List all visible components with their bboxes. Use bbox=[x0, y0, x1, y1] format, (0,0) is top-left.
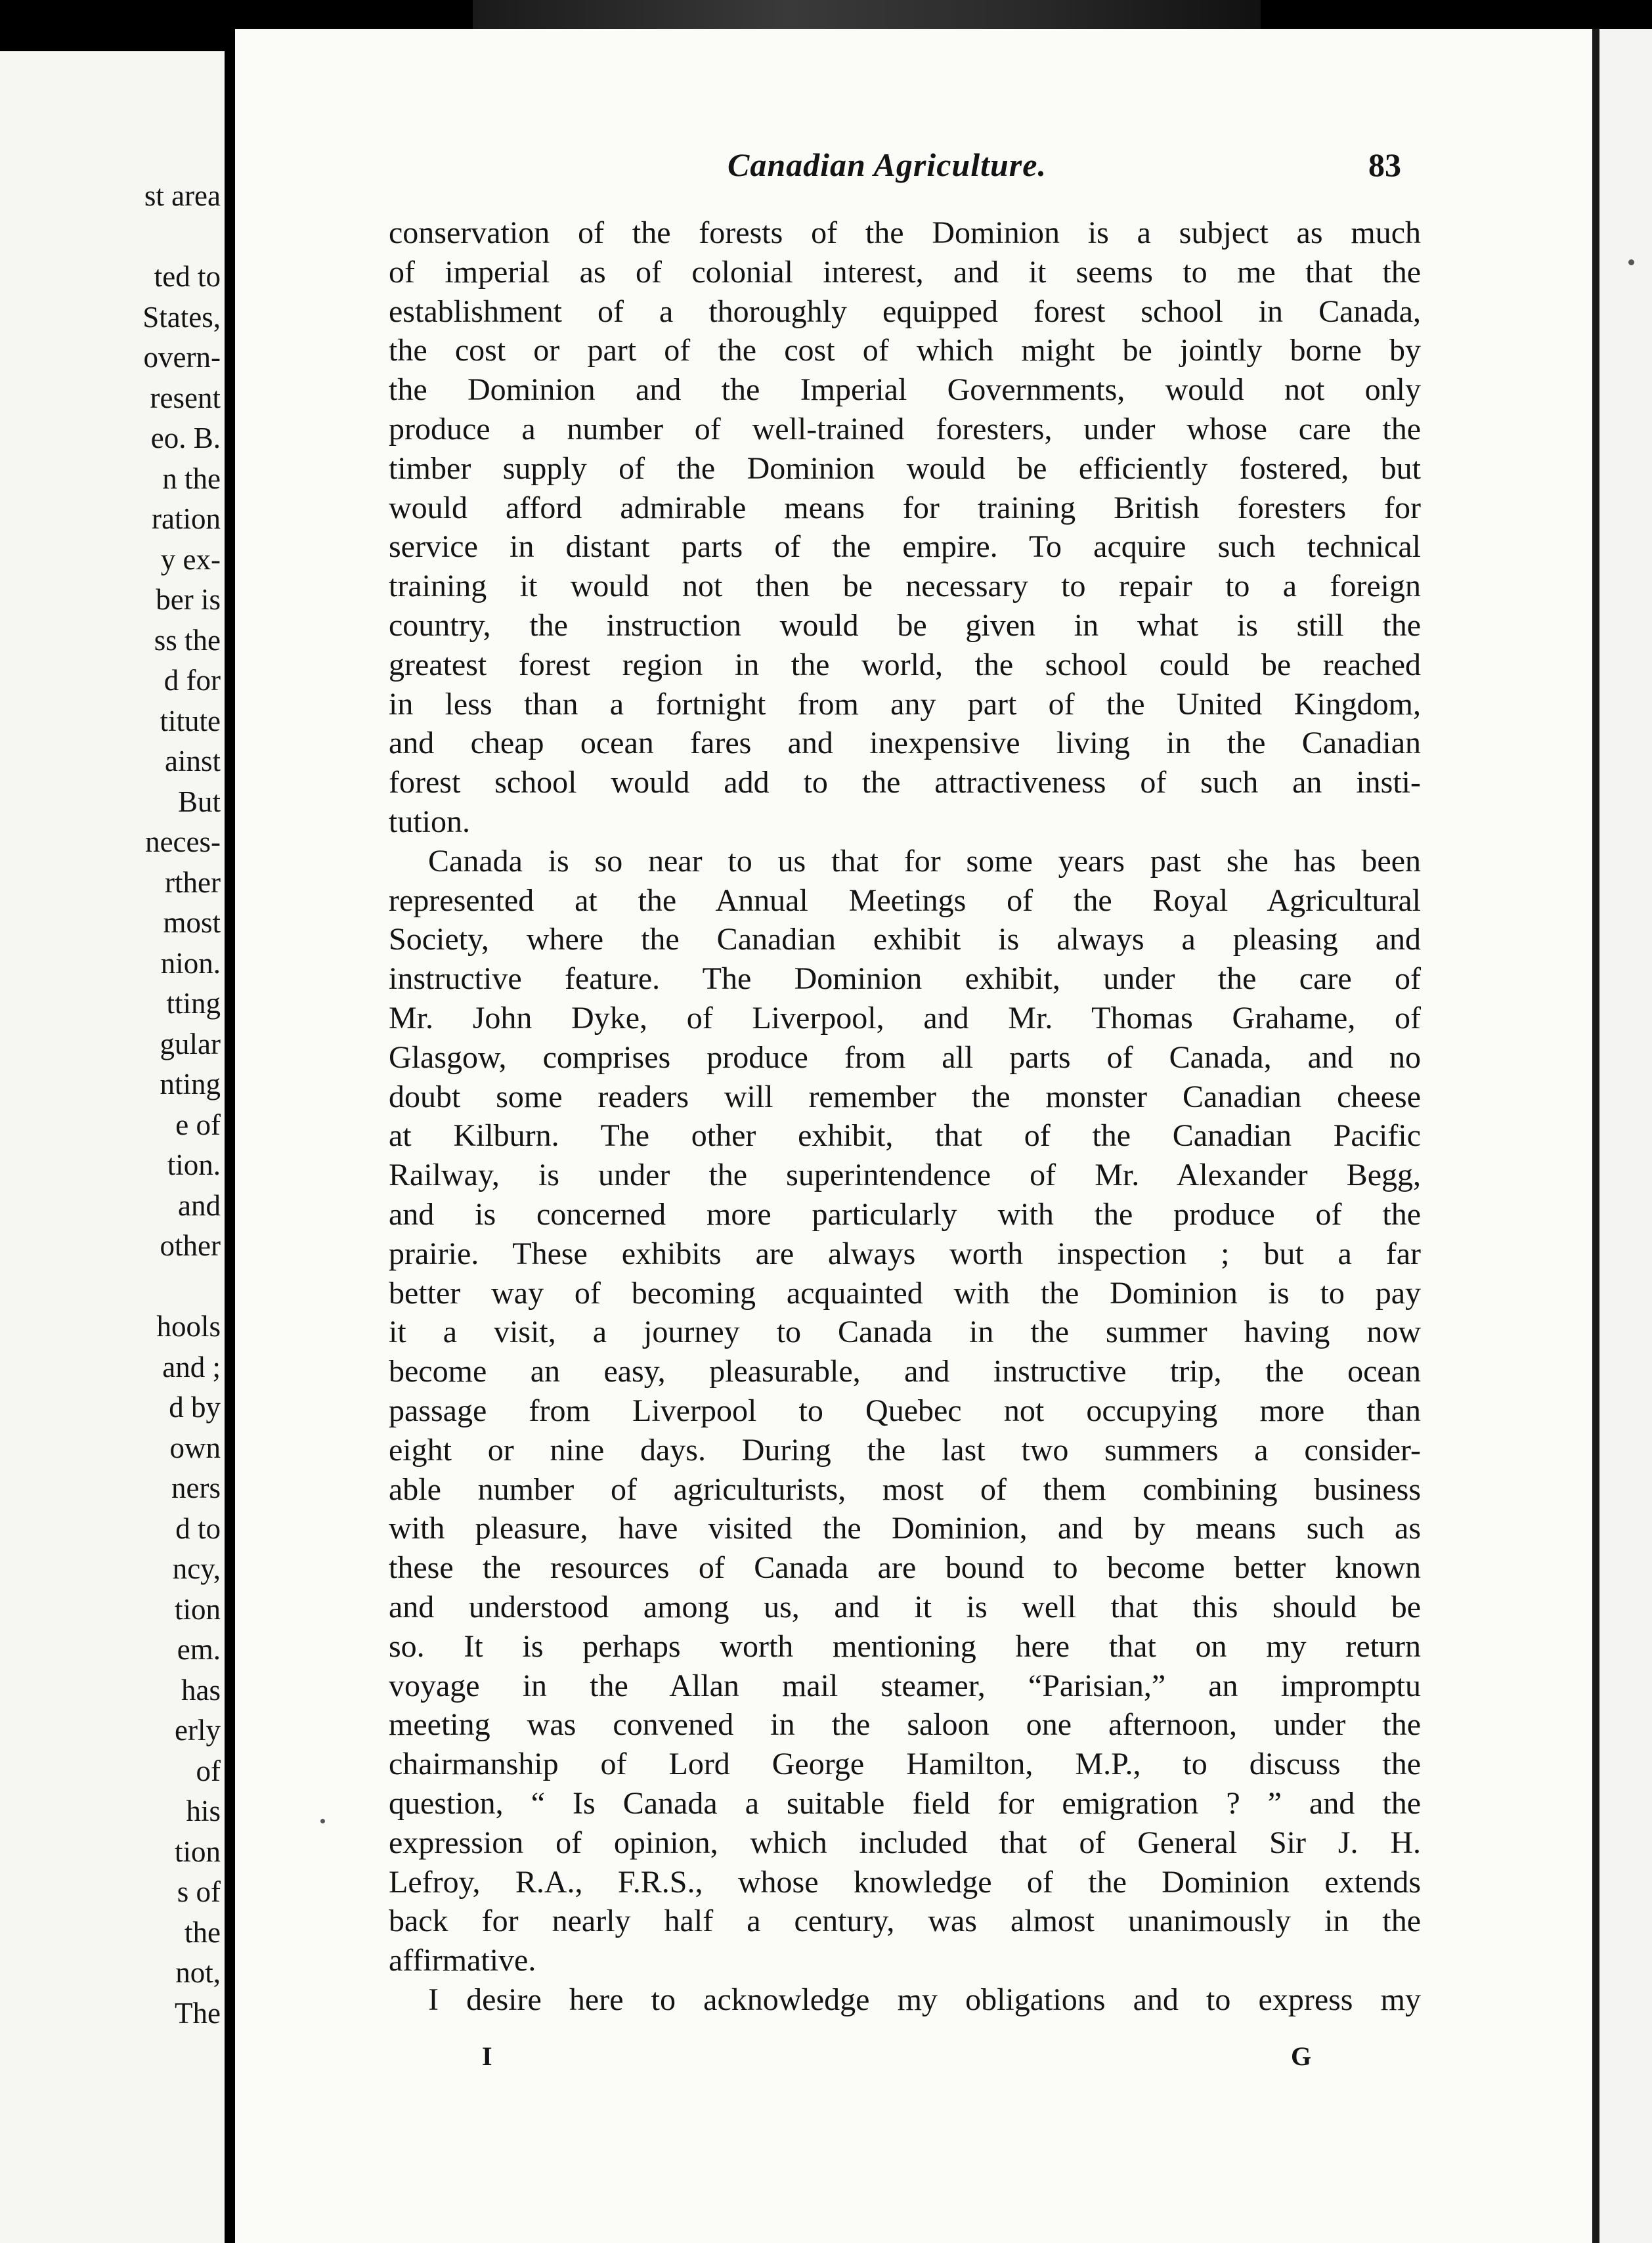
body-line: establishment of a thoroughly equipped forest school in Canada, bbox=[389, 294, 1421, 329]
body-line: the cost or part of the cost of which might be jointly borne by bbox=[389, 333, 1421, 368]
body-line: instructive feature. The Dominion exhibit, under the care of bbox=[389, 961, 1421, 997]
facing-page-line: titute bbox=[160, 704, 221, 737]
body-line: of imperial as of colonial interest, and it seems to me that the bbox=[389, 254, 1421, 290]
facing-page-line: The bbox=[175, 1996, 221, 2030]
body-line: affirmative. bbox=[389, 1943, 536, 1978]
facing-page-line: rther bbox=[165, 865, 221, 899]
body-line: Lefroy, R.A., F.R.S., whose knowledge of the Dominion extends bbox=[389, 1864, 1421, 1900]
body-line: eight or nine days. During the last two summers a consider- bbox=[389, 1432, 1421, 1468]
facing-page-line: hools bbox=[156, 1310, 221, 1343]
body-line: conservation of the forests of the Dominion is a subject as much bbox=[389, 215, 1421, 250]
facing-page-line: ncy, bbox=[172, 1552, 221, 1585]
body-line: doubt some readers will remember the monster Canadian cheese bbox=[389, 1079, 1421, 1114]
body-line: forest school would add to the attractiveness of such an insti- bbox=[389, 765, 1421, 800]
body-line: greatest forest region in the world, the school could be reached bbox=[389, 647, 1421, 682]
facing-page-line: tting bbox=[166, 987, 221, 1020]
body-line: voyage in the Allan mail steamer, “Parisian,” an impromptu bbox=[389, 1668, 1421, 1703]
body-line: and understood among us, and it is well that this should be bbox=[389, 1590, 1421, 1624]
body-line: Canada is so near to us that for some years past she has been bbox=[428, 843, 1421, 879]
facing-page-line: neces- bbox=[145, 825, 221, 858]
page-number: 83 bbox=[1368, 146, 1401, 183]
facing-page-line: nting bbox=[160, 1068, 221, 1100]
facing-page-line: ration bbox=[152, 502, 221, 535]
facing-page-line: ted to bbox=[154, 260, 221, 293]
body-line: become an easy, pleasurable, and instructive trip, the ocean bbox=[389, 1354, 1421, 1389]
facing-page-line: ners bbox=[171, 1471, 221, 1504]
body-line: so. It is perhaps worth mentioning here that on my return bbox=[389, 1628, 1421, 1664]
facing-page-line: the bbox=[185, 1915, 221, 1949]
body-line: it a visit, a journey to Canada in the summer having now bbox=[389, 1315, 1421, 1350]
body-line: Mr. John Dyke, of Liverpool, and Mr. Thomas Grahame, of bbox=[389, 1001, 1421, 1035]
body-line: produce a number of well-trained foresters, under whose care the bbox=[389, 412, 1421, 446]
facing-page-line: and bbox=[178, 1188, 221, 1222]
facing-page-line: ber is bbox=[156, 583, 221, 616]
body-line: with pleasure, have visited the Dominion, and by means such as bbox=[389, 1511, 1421, 1546]
body-line: question, “ Is Canada a suitable field for emigration ? ” and the bbox=[389, 1786, 1421, 1821]
facing-page-line: overn- bbox=[143, 341, 221, 374]
body-line: would afford admirable means for training British foresters for bbox=[389, 490, 1421, 525]
facing-page-line: ss the bbox=[154, 623, 221, 657]
facing-page-line: But bbox=[177, 785, 221, 818]
body-line: Glasgow, comprises produce from all parts of Canada, and no bbox=[389, 1039, 1421, 1075]
facing-page-fragment bbox=[0, 51, 225, 2243]
facing-page-line: most bbox=[163, 906, 221, 939]
body-line: represented at the Annual Meetings of the Royal Agricultural bbox=[389, 882, 1421, 918]
signature-mark-left: I bbox=[482, 2041, 492, 2071]
margin-speck bbox=[320, 1819, 325, 1823]
facing-page-line: of bbox=[196, 1754, 221, 1787]
facing-page-line: and ; bbox=[162, 1350, 221, 1383]
facing-page-line: d for bbox=[163, 664, 221, 697]
body-line: meeting was convened in the saloon one afternoon, under the bbox=[389, 1707, 1421, 1743]
scan-top-edge bbox=[473, 0, 1261, 33]
facing-page-line: tion bbox=[174, 1835, 221, 1868]
facing-page-line: y ex- bbox=[160, 542, 221, 576]
body-line: in less than a fortnight from any part of the United Kingdom, bbox=[389, 686, 1421, 722]
body-line: country, the instruction would be given in what is still the bbox=[389, 608, 1421, 643]
page-fore-edge bbox=[1599, 29, 1652, 2243]
facing-page-line: eo. B. bbox=[150, 422, 221, 454]
facing-page-line: has bbox=[181, 1673, 221, 1707]
signature-mark-right: G bbox=[1291, 2041, 1312, 2071]
body-line: these the resources of Canada are bound to become better known bbox=[389, 1550, 1421, 1586]
body-line: and is concerned more particularly with the produce of the bbox=[389, 1197, 1421, 1232]
body-line: service in distant parts of the empire. To acquire such technical bbox=[389, 529, 1421, 565]
facing-page-line: e of bbox=[175, 1108, 221, 1141]
facing-page-line: st area bbox=[144, 179, 221, 212]
body-line: Railway, is under the superintendence of Mr. Alexander Begg, bbox=[389, 1158, 1421, 1193]
margin-speck bbox=[1628, 259, 1634, 265]
facing-page-line: em. bbox=[177, 1633, 221, 1666]
body-line: at Kilburn. The other exhibit, that of the Canadian Pacific bbox=[389, 1118, 1421, 1154]
body-line: expression of opinion, which included that of General Sir J. H. bbox=[389, 1825, 1421, 1860]
facing-page-line: tion bbox=[174, 1592, 221, 1626]
body-line: able number of agriculturists, most of them combining business bbox=[389, 1471, 1421, 1507]
facing-page-line: not, bbox=[175, 1956, 221, 1989]
body-line: and cheap ocean fares and inexpensive living in the Canadian bbox=[389, 726, 1421, 761]
body-line: back for nearly half a century, was almost unanimously in the bbox=[389, 1904, 1421, 1939]
running-head: Canadian Agriculture. bbox=[728, 146, 1047, 183]
body-line: I desire here to acknowledge my obligations and to express my bbox=[428, 1982, 1421, 2017]
body-line: prairie. These exhibits are always worth inspection ; but a far bbox=[389, 1236, 1421, 1271]
facing-page-line: his bbox=[186, 1795, 221, 1827]
facing-page-line: other bbox=[160, 1229, 221, 1262]
facing-page-line: own bbox=[169, 1431, 221, 1464]
facing-page-line: s of bbox=[177, 1875, 221, 1908]
body-line: chairmanship of Lord George Hamilton, M.P., to discuss the bbox=[389, 1747, 1421, 1782]
facing-page-line: tion. bbox=[167, 1148, 221, 1181]
facing-page-line: erly bbox=[175, 1714, 221, 1747]
book-gutter bbox=[225, 0, 235, 2243]
facing-page-line: resent bbox=[150, 381, 221, 414]
facing-page-line: ainst bbox=[165, 745, 221, 777]
body-line: Society, where the Canadian exhibit is always a pleasing and bbox=[389, 922, 1421, 957]
facing-page-line: n the bbox=[162, 462, 221, 495]
facing-page-line: States, bbox=[142, 300, 221, 334]
facing-page-line: gular bbox=[160, 1027, 221, 1060]
body-line: passage from Liverpool to Quebec not occupying more than bbox=[389, 1393, 1421, 1428]
body-line: training it would not then be necessary to repair to a foreign bbox=[389, 569, 1421, 604]
facing-page-line: nion. bbox=[160, 946, 221, 980]
body-line: the Dominion and the Imperial Governments, would not only bbox=[389, 372, 1421, 408]
facing-page-line: d by bbox=[169, 1391, 221, 1424]
body-line: tution. bbox=[389, 804, 471, 839]
body-line: better way of becoming acquainted with the Dominion is to pay bbox=[389, 1275, 1421, 1311]
body-line: timber supply of the Dominion would be efficiently fostered, but bbox=[389, 450, 1421, 486]
facing-page-line: d to bbox=[175, 1512, 221, 1545]
